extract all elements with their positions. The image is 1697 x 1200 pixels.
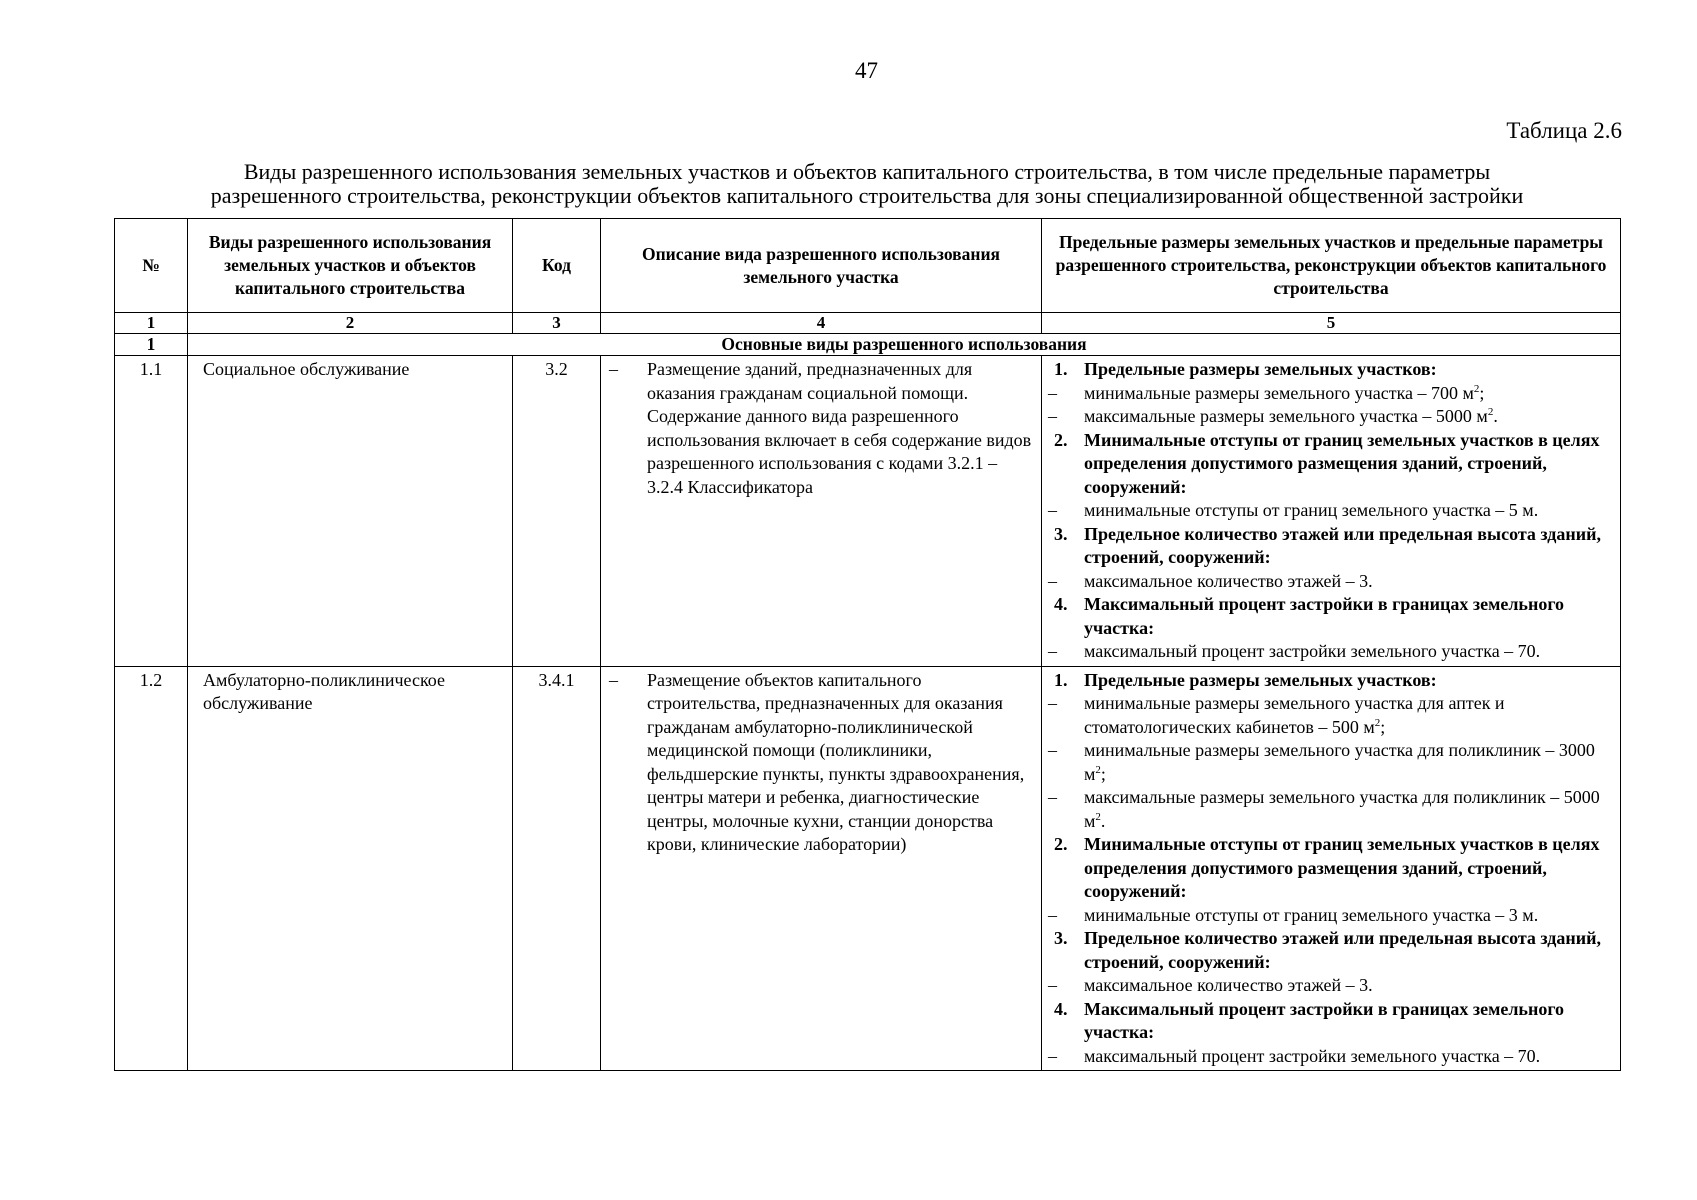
param-heading: 4. Максимальный процент застройки в границах земельного участка:	[1054, 594, 1565, 638]
table-label: Таблица 2.6	[1506, 118, 1622, 143]
row-number: 1.2	[115, 666, 188, 1071]
table-title-line: разрешенного строительства, реконструкции объектов капитального строительства для зоны специализированной общественной застройки	[210, 183, 1524, 208]
table-title-line: Виды разрешенного использования земельных участков и объектов капитального строительства, в том числе предельные параметры	[243, 159, 1491, 184]
section-row	[115, 334, 1621, 356]
param-item: – максимальный процент застройки земельного участка – 70.	[1048, 1045, 1541, 1066]
param-heading: 3. Предельное количество этажей или предельная высота зданий, строений, сооружений:	[1054, 928, 1602, 972]
column-number: 3	[513, 313, 601, 334]
column-number: 2	[188, 313, 513, 334]
param-item: – минимальные размеры земельного участка для аптек и стоматологических кабинетов – 500 $м^2$;	[1048, 693, 1505, 737]
param-item: – минимальные отступы от границ земельного участка – 5 м.	[1048, 500, 1539, 520]
param-heading: 2. Минимальные отступы от границ земельных участков в целях определения допустимого размещения зданий, строений, сооружений:	[1054, 429, 1600, 497]
page-number: 47	[855, 58, 878, 83]
use-type-description	[601, 666, 1042, 1071]
param-item: – максимальное количество этажей – 3.	[1048, 570, 1373, 591]
use-type-code: 3.2	[513, 356, 601, 667]
row-number: 1.1	[115, 356, 188, 667]
limit-parameters	[1042, 666, 1621, 1071]
param-item: – минимальные размеры земельного участка для поликлиник – 3000 $м^2$;	[1048, 740, 1595, 784]
param-item: – минимальные размеры земельного участка – 700 $м^2$;	[1048, 382, 1485, 403]
description-text: Размещение объектов капитального строительства, предназначенных для оказания гражданам амбулаторно-поликлинической медицинской помощи (поликлиники, фельдшерские пункты, пункты здравоохранения, центры матери и ребенка, диагностические центры, молочные кухни, станции донорства крови, клинические лаборатории)	[647, 669, 1025, 854]
header-params: Предельные размеры земельных участков и предельные параметры разрешенного строительства, реконструкции объектов капитального строительства	[1042, 219, 1621, 313]
param-item: – минимальные отступы от границ земельного участка – 3 м.	[1048, 904, 1539, 925]
column-number-row	[115, 313, 1621, 334]
use-type-name: Амбулаторно-поликлиническое обслуживание	[188, 666, 513, 1071]
table-row	[115, 666, 1621, 1071]
table-row	[115, 356, 1621, 667]
land-use-table	[114, 218, 1621, 1071]
column-number: 5	[1042, 313, 1621, 334]
header-code: Код	[513, 219, 601, 313]
param-item: – максимальное количество этажей – 3.	[1048, 975, 1373, 995]
param-heading: 1. Предельные размеры земельных участков:	[1054, 669, 1437, 690]
param-heading: 4. Максимальный процент застройки в границах земельного участка:	[1054, 998, 1565, 1042]
header-name: Виды разрешенного использования земельных участков и объектов капитального строительства	[188, 219, 513, 313]
use-type-description	[601, 356, 1042, 667]
use-type-code: 3.4.1	[513, 666, 601, 1071]
param-item: – максимальный процент застройки земельного участка – 70.	[1048, 641, 1541, 661]
list-dash: –	[609, 359, 618, 379]
header-row	[115, 219, 1621, 313]
use-type-name: Социальное обслуживание	[188, 356, 513, 667]
param-heading: 2. Минимальные отступы от границ земельных участков в целях определения допустимого размещения зданий, строений, сооружений:	[1054, 834, 1600, 901]
param-item: – максимальные размеры земельного участка для поликлиник – 5000 $м^2$.	[1048, 787, 1600, 831]
section-title: Основные виды разрешенного использования	[188, 334, 1621, 356]
limit-parameters	[1042, 356, 1621, 667]
param-item: – максимальные размеры земельного участка – 5000 $м^2$.	[1048, 406, 1498, 426]
description-text: Размещение зданий, предназначенных для оказания гражданам социальной помощи. Содержание данного вида разрешенного использования включает в себя содержание видов разрешенного использования с кодами 3.2.1 – 3.2.4 Классификатора	[647, 359, 1032, 497]
param-heading: 3. Предельное количество этажей или предельная высота зданий, строений, сооружений:	[1054, 523, 1602, 567]
table-title	[114, 160, 1620, 208]
param-heading: 1. Предельные размеры земельных участков:	[1054, 359, 1437, 379]
list-dash: –	[609, 669, 618, 690]
header-no: №	[115, 219, 188, 313]
header-desc: Описание вида разрешенного использования земельного участка	[601, 219, 1042, 313]
column-number: 1	[115, 313, 188, 334]
section-number: 1	[115, 334, 188, 356]
column-number: 4	[601, 313, 1042, 334]
